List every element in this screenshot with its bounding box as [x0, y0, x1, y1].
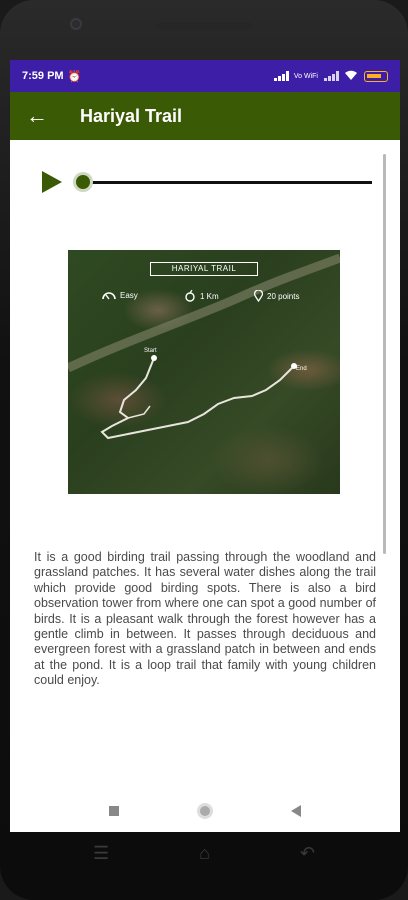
system-nav-bar: [10, 790, 400, 832]
gauge-icon: [102, 290, 116, 300]
trail-content[interactable]: [10, 140, 400, 752]
status-icons: [274, 70, 388, 83]
signal-icon: [324, 71, 338, 81]
trail-description: It is a good birding trail passing through the woodland and grassland patches. It has several water dishes along the trail which provide good birding spots. There is also a bird observation tower from where one can spot a good number of birds. It is a pleasant walk through the forest however has a gentle climb in between. It passes through deciduous and evergreen forest with a grassland patch in between and ends at the pond. It is a loop trail that family with young children could enjoy.: [34, 550, 376, 688]
phone-bezel: [0, 0, 408, 60]
difficulty-label: Easy: [120, 290, 138, 300]
network-label: Vo WiFi: [293, 72, 318, 80]
difficulty-stat: [102, 290, 138, 300]
distance-label: 1 Km: [200, 291, 219, 301]
page-title: Hariyal Trail: [80, 105, 183, 126]
back-arrow-icon[interactable]: ←: [26, 103, 48, 128]
location-pin-icon: [254, 290, 263, 302]
distance-stat: [184, 290, 219, 302]
start-label: Start: [144, 348, 157, 354]
seek-thumb[interactable]: [76, 175, 90, 189]
battery-icon: [364, 71, 388, 82]
camera-icon: [70, 18, 82, 30]
back-icon[interactable]: ↶: [299, 842, 315, 863]
home-icon[interactable]: [197, 803, 213, 819]
end-label: End: [296, 366, 307, 372]
distance-icon: [184, 290, 196, 302]
audio-player: [42, 170, 372, 194]
points-stat: [254, 290, 299, 302]
app-bar: [10, 92, 400, 140]
map-title: HARIYAL TRAIL: [150, 262, 258, 276]
trail-route-icon: [68, 250, 340, 494]
play-icon[interactable]: [42, 171, 62, 193]
trail-map-image: [68, 250, 340, 494]
back-icon[interactable]: [291, 805, 301, 817]
audio-seekbar[interactable]: [82, 181, 372, 184]
recents-icon[interactable]: [109, 806, 119, 816]
points-label: 20 points: [267, 291, 300, 301]
screen: [10, 60, 400, 832]
status-time: 7:59 PM: [22, 70, 64, 82]
wifi-icon: [344, 70, 358, 83]
status-bar: [10, 60, 400, 92]
scrollbar[interactable]: [383, 154, 386, 554]
hardware-keys: [0, 836, 408, 870]
speaker-grille: [156, 22, 252, 30]
signal-icon: [274, 71, 288, 81]
alarm-icon: ⏰: [67, 70, 82, 83]
home-icon[interactable]: ⌂: [199, 842, 210, 863]
menu-icon[interactable]: ☰: [92, 842, 110, 863]
